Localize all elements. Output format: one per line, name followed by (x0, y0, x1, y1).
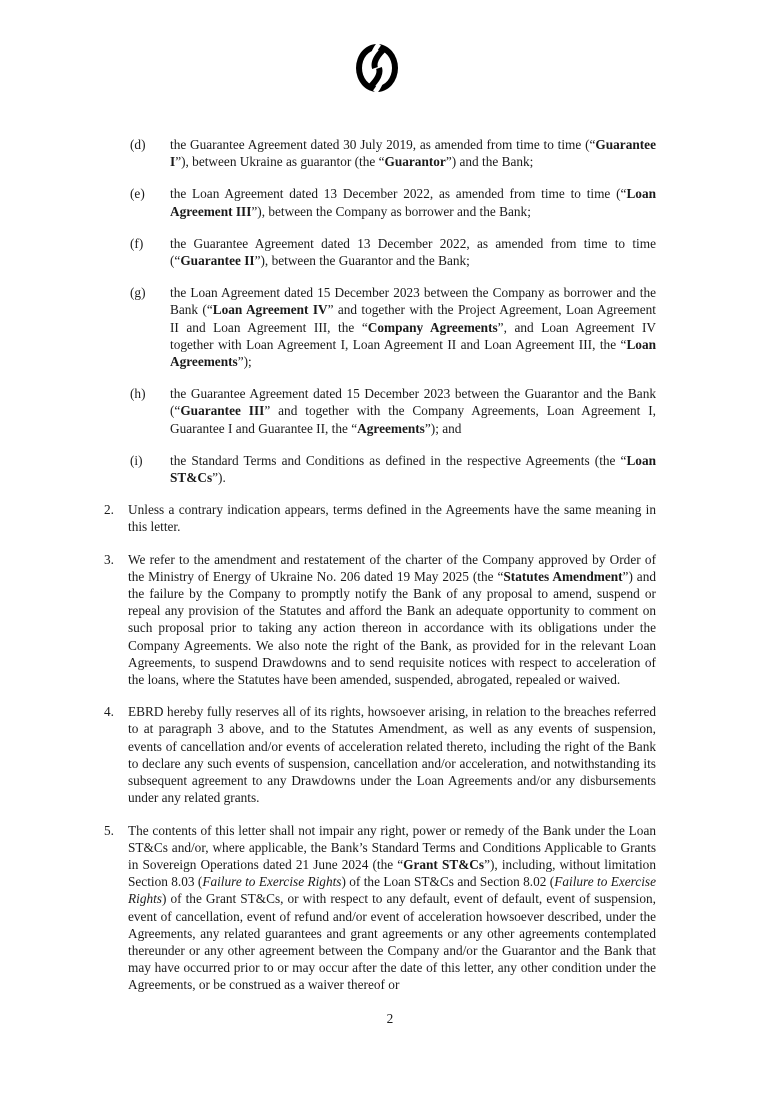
ebrd-logo-icon (349, 40, 405, 96)
defined-term: Guarantee I (170, 137, 656, 170)
text-run: ) of the Loan ST&Cs and Section 8.02 ( (341, 874, 555, 890)
definition-item (100, 452, 656, 486)
item-text (170, 185, 656, 219)
defined-term: Loan ST&Cs (170, 452, 656, 486)
letter-body (100, 136, 656, 1009)
defined-term: Guarantee III (180, 403, 265, 419)
numbered-paragraph (100, 822, 656, 994)
definitions-list (100, 136, 656, 486)
text-run: ) of the Grant ST&Cs, or with respect to any default, event of default, event of suspension, event of cancellation, event of refund and/or event of acceleration howsoever described, under the Agreements, any related guarantees and grant agreements or any other agreements contemplated thereunder or any other agreement between the Company and/or the Guarantor and the Bank that may have occurred prior to or may occur after the date of this letter, any other condition under the Agreements, or be construed as a waiver thereof or (128, 891, 656, 993)
paragraph-text (128, 551, 656, 689)
definition-item (100, 385, 656, 437)
text-run: the Guarantee Agreement dated 15 December 2023 between the Guarantor and the Bank (“ (170, 386, 656, 419)
defined-term: Loan Agreement IV (212, 302, 328, 318)
text-run: ” and together with the Company Agreements, Loan Agreement I, Guarantee I and Guarantee II, the “ (170, 403, 656, 436)
text-run: ”); (237, 354, 252, 370)
defined-term: Loan Agreement III (170, 186, 656, 219)
text-run: ”) and the failure by the Company to promptly notify the Bank of any proposal to amend, suspend or repeal any provision of the Statutes and afford the Bank an adequate opportunity to comment on such proposal prior to taking any action thereon in accordance with its obligations under the Company Agreements. We also note the right of the Bank, as provided for in the relevant Loan Agreements, to suspend Drawdowns and to send requisite notices with respect to acceleration of the loans, where the Statutes have been amended, suspended, abrogated, repealed or waived. (128, 568, 657, 688)
ebrd-logo-graphic (349, 40, 405, 96)
definition-item (100, 136, 656, 170)
text-run: ”, and Loan Agreement IV together with Loan Agreement I, Loan Agreement II and Loan Agreement III, the “ (170, 319, 656, 352)
item-marker: (i) (130, 452, 143, 468)
text-run: ”); and (424, 420, 462, 436)
paragraph-text (128, 501, 656, 535)
text-run: ”) and the Bank; (445, 154, 534, 170)
defined-term: Grant ST&Cs (403, 856, 485, 872)
defined-term: Guarantor (384, 154, 446, 170)
numbered-paragraph (100, 501, 656, 535)
defined-term: Statutes Amendment (503, 568, 623, 584)
item-text (170, 452, 656, 486)
text-run: Unless a contrary indication appears, terms defined in the Agreements have the same meaning in this letter. (128, 502, 656, 535)
defined-term: Agreements (357, 420, 425, 436)
text-run: ”), between the Guarantor and the Bank; (254, 253, 470, 269)
page-number: 2 (386, 1011, 394, 1026)
text-run: ” and together with the Project Agreement, Loan Agreement II and Loan Agreement III, the “ (170, 302, 656, 335)
paragraph-number: 5. (104, 822, 114, 838)
paragraph-text (128, 822, 656, 994)
item-marker: (e) (130, 186, 145, 202)
text-run: the Standard Terms and Conditions as defined in the respective Agreements (the “ (170, 452, 627, 468)
item-text (170, 235, 656, 269)
item-marker: (d) (130, 137, 146, 152)
text-run: The contents of this letter shall not impair any right, power or remedy of the Bank under the Loan ST&Cs and/or, where applicable, the Bank’s Standard Terms and Conditions Applicable to Grants in Sovereign Operations dated 21 June 2024 (the “ (128, 822, 656, 872)
paragraph-number: 3. (104, 551, 114, 567)
paragraph-text (128, 703, 656, 806)
definition-item (100, 235, 656, 269)
defined-term: Loan Agreements (170, 336, 656, 370)
text-run: ”), including, without limitation Section 8.03 ( (128, 856, 656, 890)
item-marker: (g) (130, 285, 146, 301)
item-text (170, 284, 656, 370)
numbered-paragraph (100, 551, 656, 689)
text-run: ”), between the Company as borrower and the Bank; (251, 203, 531, 219)
text-run: EBRD hereby fully reserves all of its rights, howsoever arising, in relation to the breaches referred to at paragraph 3 above, and to the Statutes Amendment, as well as any events of suspension, events of cancellation and/or events of acceleration related thereto, including the right of the Bank to declare any such events of suspension, cancellation and/or acceleration, and notwithstanding its subsequent agreement to any Drawdowns under the Loan Agreements and/or any disbursements under any related grants. (128, 704, 656, 806)
paragraph-number: 4. (104, 704, 114, 720)
item-text (170, 385, 656, 437)
defined-term: Company Agreements (367, 319, 498, 335)
definition-item (100, 185, 656, 219)
text-run: ”). (212, 470, 226, 486)
text-run: the Loan Agreement dated 13 December 2022, as amended from time to time (“ (170, 186, 627, 202)
italic-reference: Failure to Exercise Rights (202, 874, 342, 890)
item-text (170, 136, 656, 170)
text-run: the Guarantee Agreement dated 13 December 2022, as amended from time to time (“ (170, 235, 656, 269)
item-marker: (h) (130, 386, 146, 402)
text-run: the Guarantee Agreement dated 30 July 2019, as amended from time to time (“ (170, 137, 596, 152)
text-run: the Loan Agreement dated 15 December 2023 between the Company as borrower and the Bank (“ (170, 285, 656, 318)
definition-item (100, 284, 656, 370)
numbered-paragraphs (100, 501, 656, 993)
text-run: ”), between Ukraine as guarantor (the “ (175, 154, 385, 170)
paragraph-number: 2. (104, 502, 114, 518)
defined-term: Guarantee II (180, 253, 255, 269)
item-marker: (f) (130, 235, 144, 251)
text-run: We refer to the amendment and restatement of the charter of the Company approved by Order of the Ministry of Energy of Ukraine No. 206 dated 19 May 2025 (the “ (128, 551, 656, 584)
italic-reference: Failure to Exercise Rights (128, 874, 656, 907)
numbered-paragraph (100, 703, 656, 806)
